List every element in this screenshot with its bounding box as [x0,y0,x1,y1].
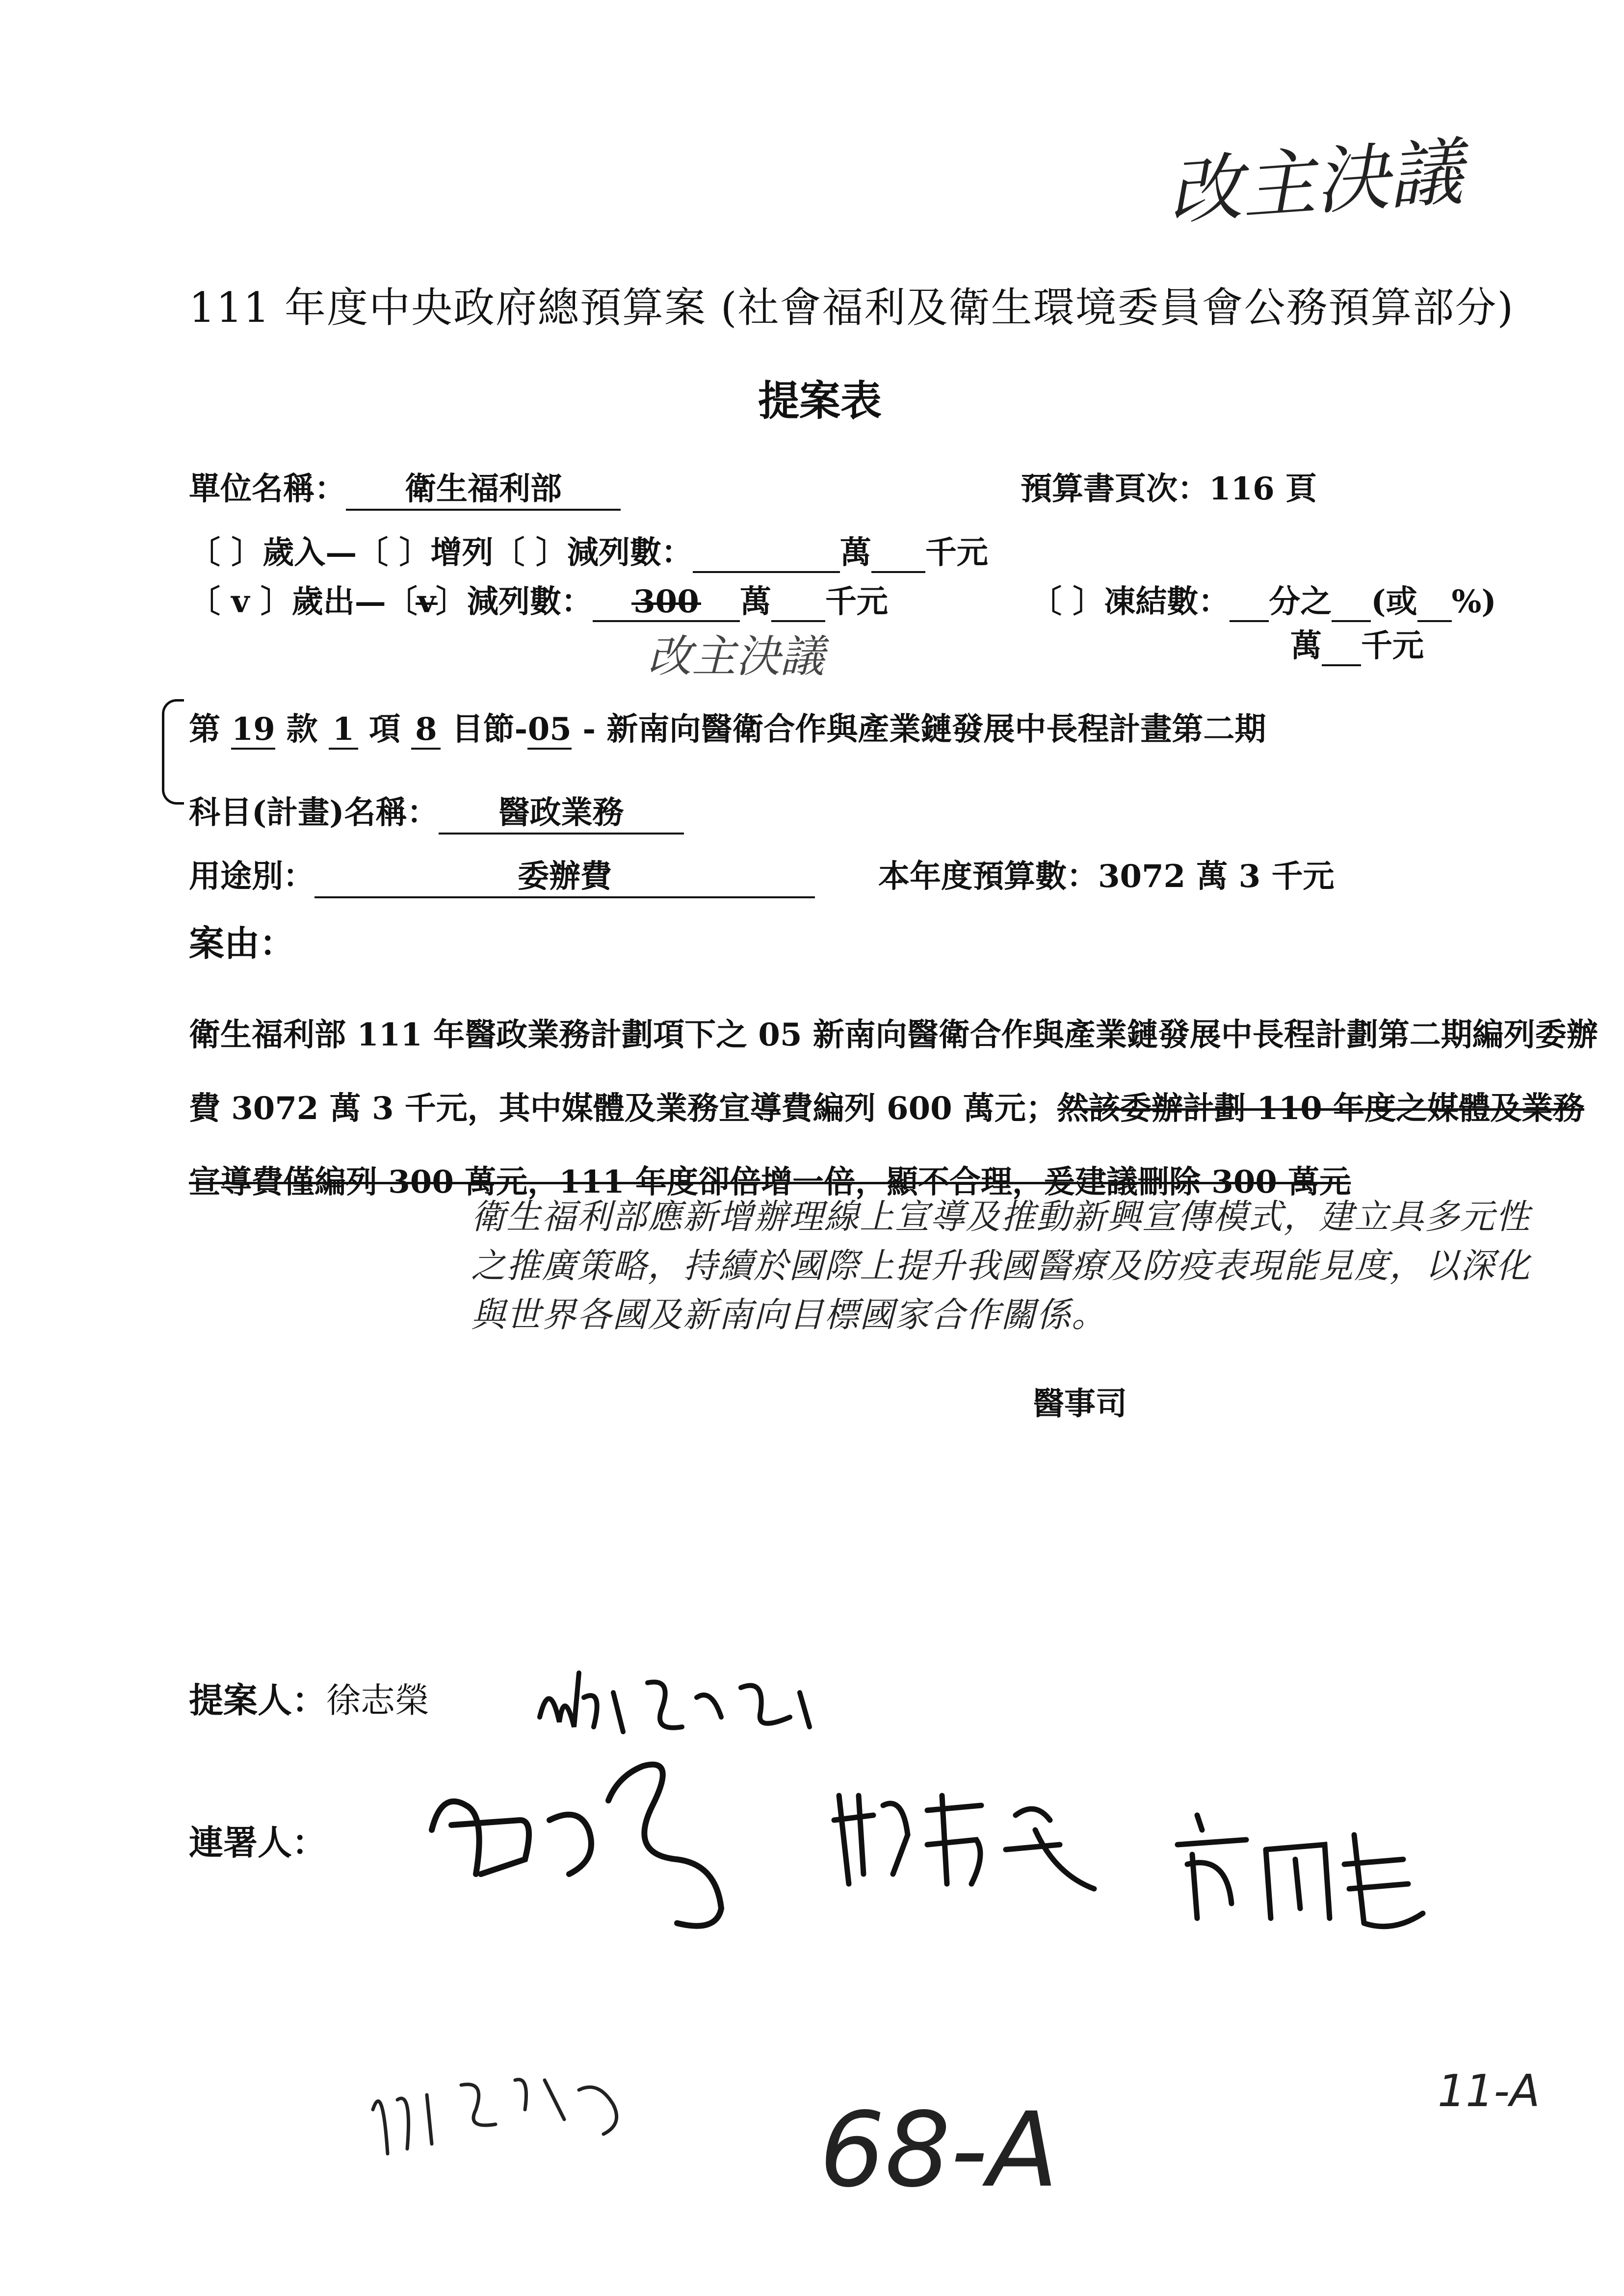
cosigner-label: 連署人： [189,1822,326,1863]
freeze-part-2: (或 [1371,583,1417,620]
section-text-5: - 新南向醫衛合作與產業鏈發展中長程計畫第二期 [572,711,1266,748]
expense-amount: 300 [633,583,699,620]
freeze-row [1030,576,1496,622]
proposer-name: 徐志榮 [326,1680,429,1721]
section-jie: 05 [527,711,572,750]
case-body-struck-text: 然該委辦計劃 110 年度之媒體及業務宣導費僅編列 300 萬元，111 年度卻倍增一倍，顯不合理，爰建議刪除 300 萬元 [189,1090,1585,1200]
corner-mark: 11-A [1438,2065,1540,2117]
section-kuan: 19 [231,711,275,750]
section-row [189,704,1266,750]
freeze-blank-1 [1230,583,1269,622]
form-title: 提案表 [758,376,882,425]
subject-value: 醫政業務 [439,787,684,835]
expense-mid: 〕減列數： [435,583,593,620]
freeze-unit-wan: 萬 [1290,627,1322,664]
proposer-row [189,1673,429,1722]
section-text-3: 項 [358,711,412,748]
revenue-unit-wan: 萬 [839,534,871,571]
expense-prefix: 〔 v 〕歲出—〔 [189,583,418,620]
freeze-label: 〔 〕凍結數： [1030,583,1230,620]
subject-label: 科目(計畫)名稱： [189,794,439,831]
case-body [189,998,1612,1219]
annual-budget-label: 本年度預算數： [878,858,1098,895]
unit-value: 衛生福利部 [346,464,621,511]
budget-page-row [1021,464,1317,509]
proposer-signature [535,1658,839,1758]
section-xiang: 1 [329,711,358,750]
section-text-2: 款 [275,711,329,748]
case-body-text: 衛生福利部 111 年醫政業務計劃項下之 05 新南向醫衛合作與產業鏈發展中長程計劃第二期編列委辦費 3072 萬 3 千元，其中媒體及業務宣導費編列 600 萬元； [189,1017,1598,1127]
revenue-unit-qian: 千元 [925,534,988,571]
section-text-4: 目節- [441,711,528,748]
usage-label: 用途別： [189,858,314,895]
freeze-units-row [1290,621,1424,666]
annual-budget-row [878,851,1335,896]
department-name: 醫事司 [1033,1385,1127,1422]
freeze-unit-qian: 千元 [1361,627,1424,664]
revenue-row [189,527,988,573]
freeze-blank-2 [1332,583,1371,622]
expense-row [189,576,888,622]
handwritten-note: 衛生福利部應新增辦理線上宣導及推動新興宣傳模式，建立具多元性之推廣策略，持續於國際上提升我國醫療及防疫表現能見度，以深化與世界各國及新南向目標國家合作關係。 [471,1197,1531,1335]
cosigner-signature-1 [422,1747,795,1945]
usage-row [189,851,815,898]
annual-budget-value: 3072 萬 3 千元 [1098,858,1335,895]
cosigner-signature-2 [829,1776,1114,1905]
expense-thousand-blank [771,583,825,622]
section-mu: 8 [411,711,441,750]
budget-page-value: 116 頁 [1209,470,1317,507]
handwritten-annotation-middle: 改主決議 [648,631,824,682]
expense-check: v [417,583,436,620]
unit-label: 單位名稱： [189,470,346,507]
freeze-blank-3 [1417,583,1452,622]
subject-row [189,787,684,835]
cosigner-signature-4 [368,2051,662,2175]
section-bracket [162,699,184,805]
expense-unit-qian: 千元 [825,583,888,620]
cosigner-signature-3 [1168,1805,1433,1955]
case-label: 案由： [189,922,295,964]
section-text-1: 第 [189,711,232,748]
expense-unit-wan: 萬 [739,583,771,620]
freeze-part-3: %) [1451,583,1496,620]
document-title: 111 年度中央政府總預算案 (社會福利及衛生環境委員會公務預算部分) [189,284,1515,332]
revenue-label: 〔 〕歲入—〔 〕增列〔 〕減列數： [189,534,693,571]
usage-value: 委辦費 [314,851,815,898]
revenue-thousand-blank [871,534,925,573]
budget-page-label: 預算書頁次： [1021,470,1209,507]
freeze-thousand-blank [1322,627,1361,666]
revenue-amount-blank [693,534,840,573]
proposer-label: 提案人： [189,1680,326,1721]
page-number: 68-A [819,2090,1058,2210]
unit-row [189,464,621,511]
handwritten-annotation-top: 改主決議 [1165,130,1466,235]
expense-amount-field [593,583,740,622]
freeze-part-1: 分之 [1269,583,1332,620]
